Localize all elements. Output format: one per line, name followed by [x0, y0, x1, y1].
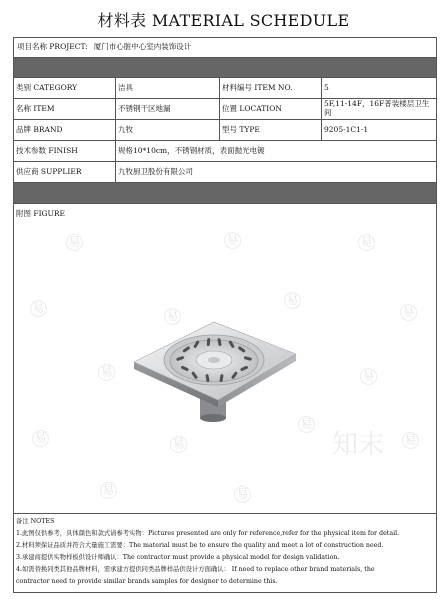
- finish-value: 规格10*10cm，不锈钢材质，表面抛光电镀: [118, 145, 265, 155]
- finish-label: 技术参数 FINISH: [14, 141, 116, 161]
- supplier-value: 九牧厨卫股份有限公司: [118, 166, 193, 176]
- brand-value: 九牧: [116, 120, 220, 140]
- watermark-logo: 知末: [332, 430, 385, 460]
- brand-label: 品牌 BRAND: [14, 120, 116, 140]
- watermark-icon: 易: [358, 234, 375, 251]
- watermark-icon: 易: [66, 234, 83, 251]
- watermark-icon: 易: [98, 364, 115, 381]
- watermark-icon: 易: [298, 416, 315, 433]
- watermark-icon: 易: [284, 292, 301, 309]
- watermark-icon: 易: [360, 368, 377, 385]
- watermark-icon: 易: [170, 436, 187, 453]
- project-value: 厦门市心脏中心室内装饰设计: [93, 42, 192, 52]
- note-item: 3.承建商提供实物样板供设计师确认：The contractor must provide a physical model for design validation.: [16, 554, 340, 561]
- location-label: 位置 LOCATION: [220, 99, 322, 119]
- notes-list: [16, 516, 434, 588]
- figure-label: 附图 FIGURE: [16, 209, 65, 218]
- divider-band: [14, 58, 436, 78]
- note-item: 2.材料须保证品质并符合大量施工需要：The material must be to ensure the quality and meet a lot of construction need.: [16, 542, 384, 549]
- watermark-icon: 易: [234, 486, 251, 503]
- divider-band: [14, 183, 436, 204]
- brand-row: [14, 120, 436, 141]
- watermark-icon: 易: [100, 482, 117, 499]
- type-label: 型号 TYPE: [220, 120, 322, 140]
- note-item: 1.此图仅供参考，具体颜色和款式请参考实物：Pictures presented are only for reference,refer for the physical item for detail.: [16, 530, 400, 537]
- notes-label: 备注 NOTES: [16, 518, 55, 525]
- supplier-row: [14, 162, 436, 183]
- watermark-icon: 易: [164, 308, 181, 325]
- material-no-value: 5: [324, 82, 329, 92]
- finish-row: [14, 141, 436, 162]
- notes-section: [14, 514, 436, 592]
- watermark-icon: 易: [32, 430, 49, 447]
- type-value: 9205-1C1-1: [324, 124, 369, 134]
- watermark-icon: 易: [402, 432, 419, 449]
- item-value: 不锈钢干区地漏: [116, 99, 220, 119]
- floor-drain-image: [118, 304, 308, 434]
- figure-section: [14, 204, 436, 514]
- watermark-icon: 易: [224, 232, 241, 249]
- watermark-icon: 易: [400, 304, 417, 321]
- category-value: 洁具: [116, 78, 220, 98]
- item-row: [14, 99, 436, 120]
- watermark-icon: 易: [30, 300, 47, 317]
- location-value: 5F,11-14F，16F普装楼层卫生间: [324, 99, 430, 117]
- category-row: [14, 78, 436, 99]
- project-row: [14, 38, 436, 58]
- page-title: 材料表 MATERIAL SCHEDULE: [97, 11, 350, 30]
- category-label: 类别 CATEGORY: [14, 78, 116, 98]
- material-no-label: 材料编号 ITEM NO.: [220, 78, 322, 98]
- material-schedule-sheet: [13, 37, 437, 593]
- supplier-label: 供应商 SUPPLIER: [14, 162, 116, 182]
- item-label: 名称 ITEM: [14, 99, 116, 119]
- note-item: 4.如需替换同类其他品牌材料，需承建方提供同类品牌样品供设计方面确认： If need to replace other brand materials, the: [16, 566, 375, 573]
- project-label: 项目名称 PROJECT:: [17, 42, 88, 52]
- note-item: contractor need to provide similar brands samples for designer to determine this.: [16, 578, 278, 585]
